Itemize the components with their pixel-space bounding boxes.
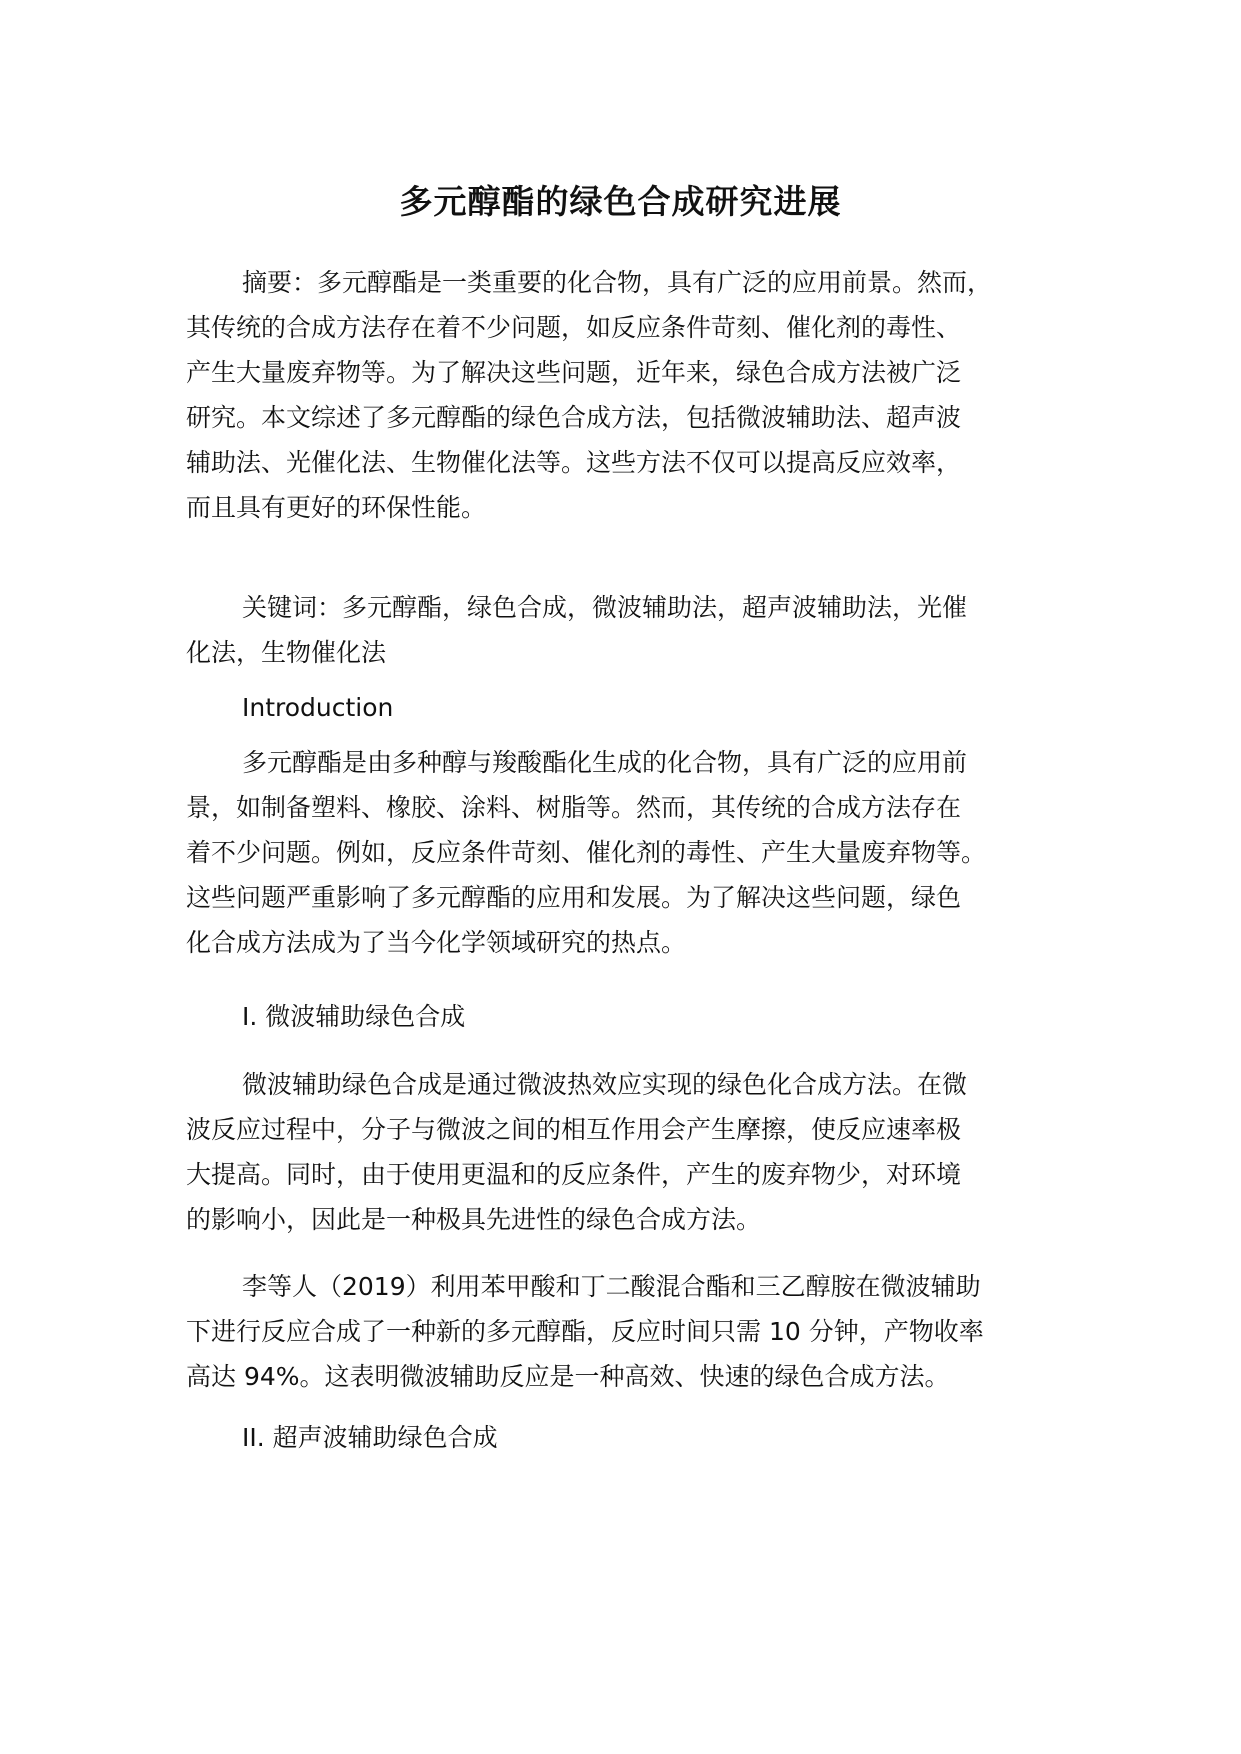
section1-line: 李等人（2019）利用苯甲酸和丁二酸混合酯和三乙醇胺在微波辅助 (242, 1272, 981, 1301)
abstract-line: 摘要：多元醇酯是一类重要的化合物，具有广泛的应用前景。然而， (242, 268, 993, 297)
section1-line: 的影响小，因此是一种极具先进性的绿色合成方法。 (186, 1205, 762, 1234)
keywords-line: 化法，生物催化法 (186, 638, 387, 667)
abstract-paragraph (186, 260, 1076, 530)
abstract-line: 其传统的合成方法存在着不少问题，如反应条件苛刻、催化剂的毒性、 (186, 313, 962, 342)
section1-paragraph-2 (186, 1264, 1076, 1399)
introduction-heading-block (186, 685, 1076, 730)
introduction-line: 景，如制备塑料、橡胶、涂料、树脂等。然而，其传统的合成方法存在 (186, 793, 962, 822)
document-title: 多元醇酯的绿色合成研究进展 (399, 182, 842, 221)
section1-paragraph-1 (186, 1062, 1076, 1242)
abstract-line: 而且具有更好的环保性能。 (186, 493, 487, 522)
section1-line: 大提高。同时，由于使用更温和的反应条件，产生的废弃物少，对环境 (186, 1160, 962, 1189)
section1-line: 高达 94%。这表明微波辅助反应是一种高效、快速的绿色合成方法。 (186, 1362, 950, 1391)
section1-heading: I. 微波辅助绿色合成 (242, 1002, 466, 1031)
section2-heading-block (186, 1415, 1076, 1460)
introduction-line: 化合成方法成为了当今化学领域研究的热点。 (186, 928, 687, 957)
abstract-line: 辅助法、光催化法、生物催化法等。这些方法不仅可以提高反应效率， (186, 448, 962, 477)
abstract-line: 研究。本文综述了多元醇酯的绿色合成方法，包括微波辅助法、超声波 (186, 403, 962, 432)
introduction-line: 着不少问题。例如，反应条件苛刻、催化剂的毒性、产生大量废弃物等。 (186, 838, 987, 867)
section1-line: 下进行反应合成了一种新的多元醇酯，反应时间只需 10 分钟，产物收率 (186, 1317, 984, 1346)
keywords-paragraph (186, 585, 1076, 675)
introduction-paragraph (186, 740, 1076, 965)
introduction-line: 这些问题严重影响了多元醇酯的应用和发展。为了解决这些问题，绿色 (186, 883, 962, 912)
section1-line: 波反应过程中，分子与微波之间的相互作用会产生摩擦，使反应速率极 (186, 1115, 962, 1144)
abstract-line: 产生大量废弃物等。为了解决这些问题，近年来，绿色合成方法被广泛 (186, 358, 962, 387)
introduction-heading: Introduction (242, 693, 394, 722)
section1-heading-block (186, 994, 1076, 1039)
keywords-line: 关键词：多元醇酯，绿色合成，微波辅助法，超声波辅助法，光催 (242, 593, 968, 622)
section1-line: 微波辅助绿色合成是通过微波热效应实现的绿色化合成方法。在微 (242, 1070, 968, 1099)
introduction-line: 多元醇酯是由多种醇与羧酸酯化生成的化合物，具有广泛的应用前 (242, 748, 968, 777)
section2-heading: II. 超声波辅助绿色合成 (242, 1423, 498, 1452)
